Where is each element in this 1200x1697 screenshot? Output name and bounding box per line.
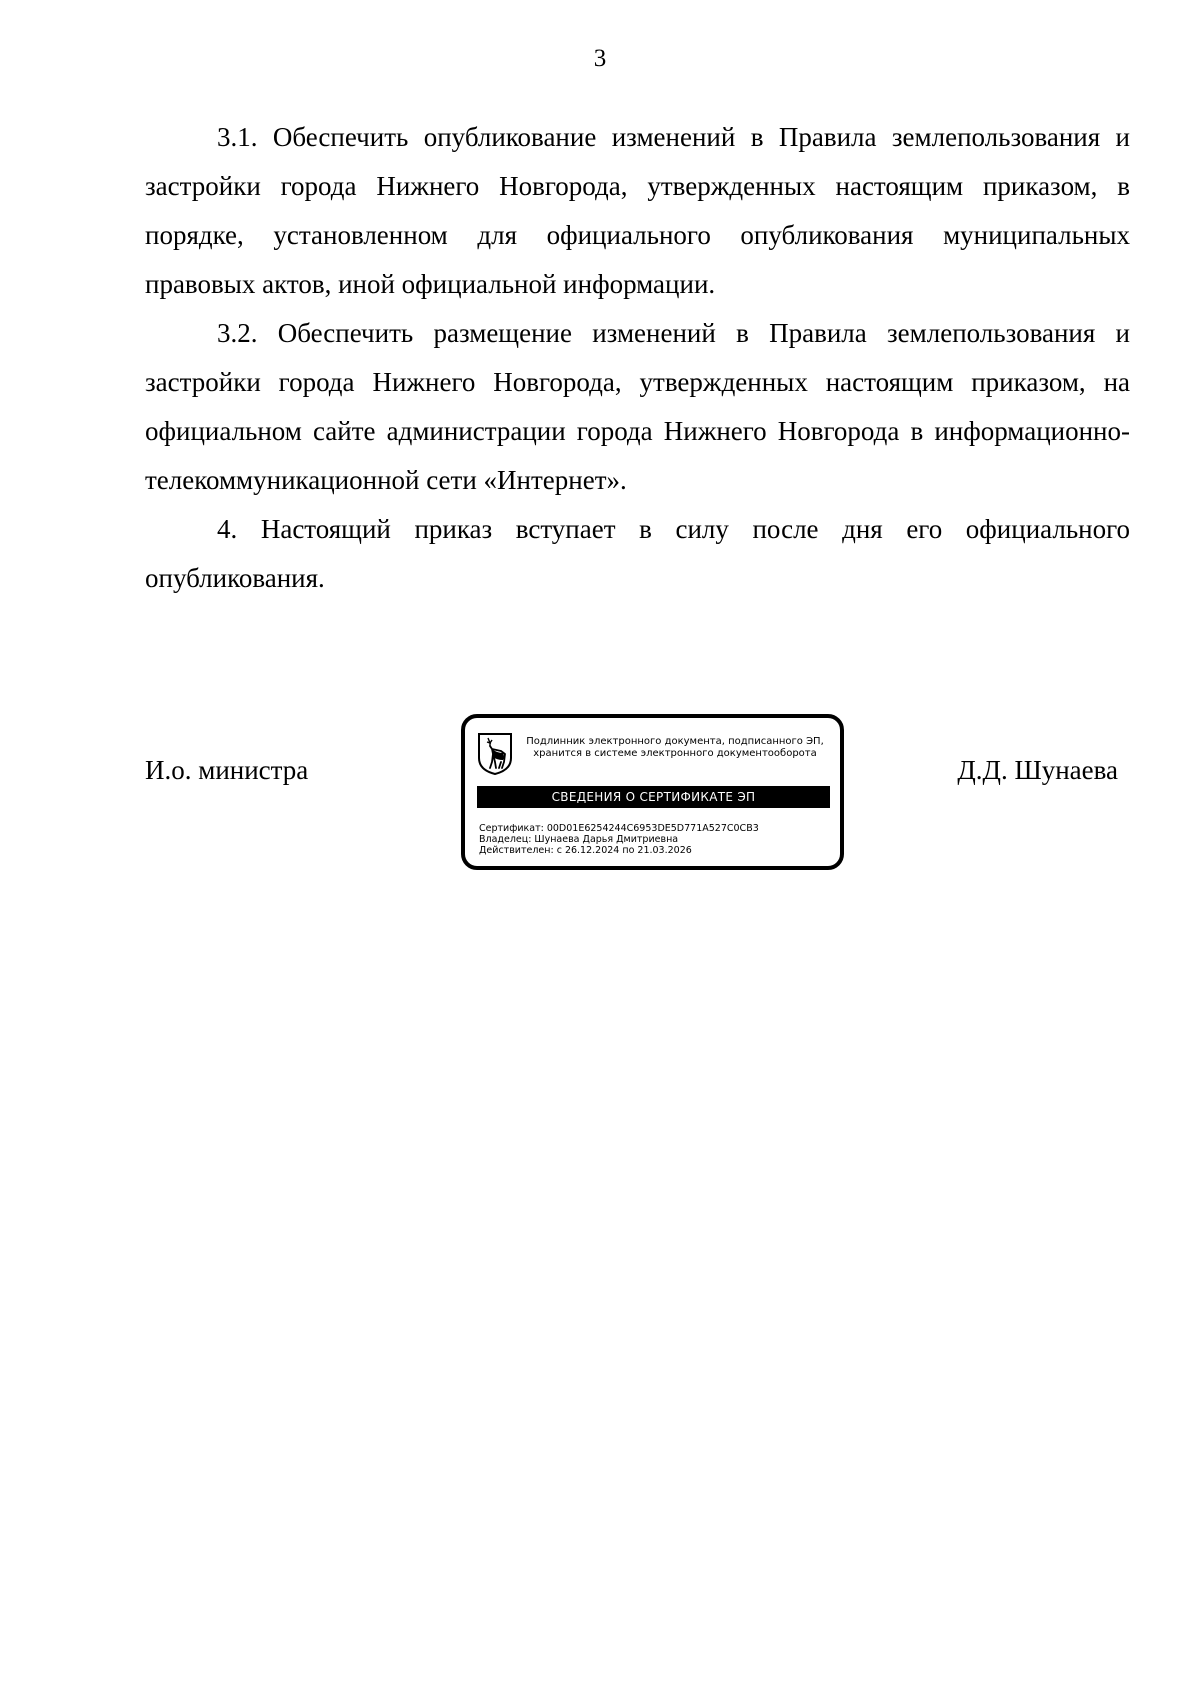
- certificate-validity: Действителен: с 26.12.2024 по 21.03.2026: [479, 845, 692, 856]
- certificate-number: Сертификат: 00D01E6254244C6953DE5D771A527C0CB3: [479, 823, 759, 834]
- document-body: [145, 113, 1130, 603]
- signature-block: [0, 714, 1200, 874]
- stamp-banner: СВЕДЕНИЯ О СЕРТИФИКАТЕ ЭП: [477, 786, 830, 808]
- stamp-certificate-details: [479, 823, 834, 856]
- page-number: 3: [593, 45, 607, 72]
- stamp-header: [515, 736, 835, 760]
- coat-of-arms-deer-icon: [477, 732, 513, 776]
- paragraph-3-1: 3.1. Обеспечить опубликование изменений в Правила землепользования и застройки города Нижнего Новгорода, утвержденных настоящим приказом, в порядке, установленном для официального опубликования муниципальных правовых актов, иной официальной информации.: [145, 122, 1130, 299]
- stamp-header-line: Подлинник электронного документа, подписанного ЭП,: [526, 736, 824, 747]
- paragraph-3-2: 3.2. Обеспечить размещение изменений в Правила землепользования и застройки города Нижнего Новгорода, утвержденных настоящим приказом, на официальном сайте администрации города Нижнего Новгорода в информационно-телекоммуникационной сети «Интернет».: [145, 318, 1130, 495]
- signer-name: Д.Д. Шунаева: [957, 755, 1118, 785]
- stamp-header-line: хранится в системе электронного документооборота: [533, 748, 817, 759]
- certificate-owner: Владелец: Шунаева Дарья Дмитриевна: [479, 834, 679, 845]
- electronic-signature-stamp: [461, 714, 844, 870]
- paragraph-4: 4. Настоящий приказ вступает в силу после дня его официального опубликования.: [145, 514, 1130, 593]
- signer-position: И.о. министра: [145, 755, 309, 785]
